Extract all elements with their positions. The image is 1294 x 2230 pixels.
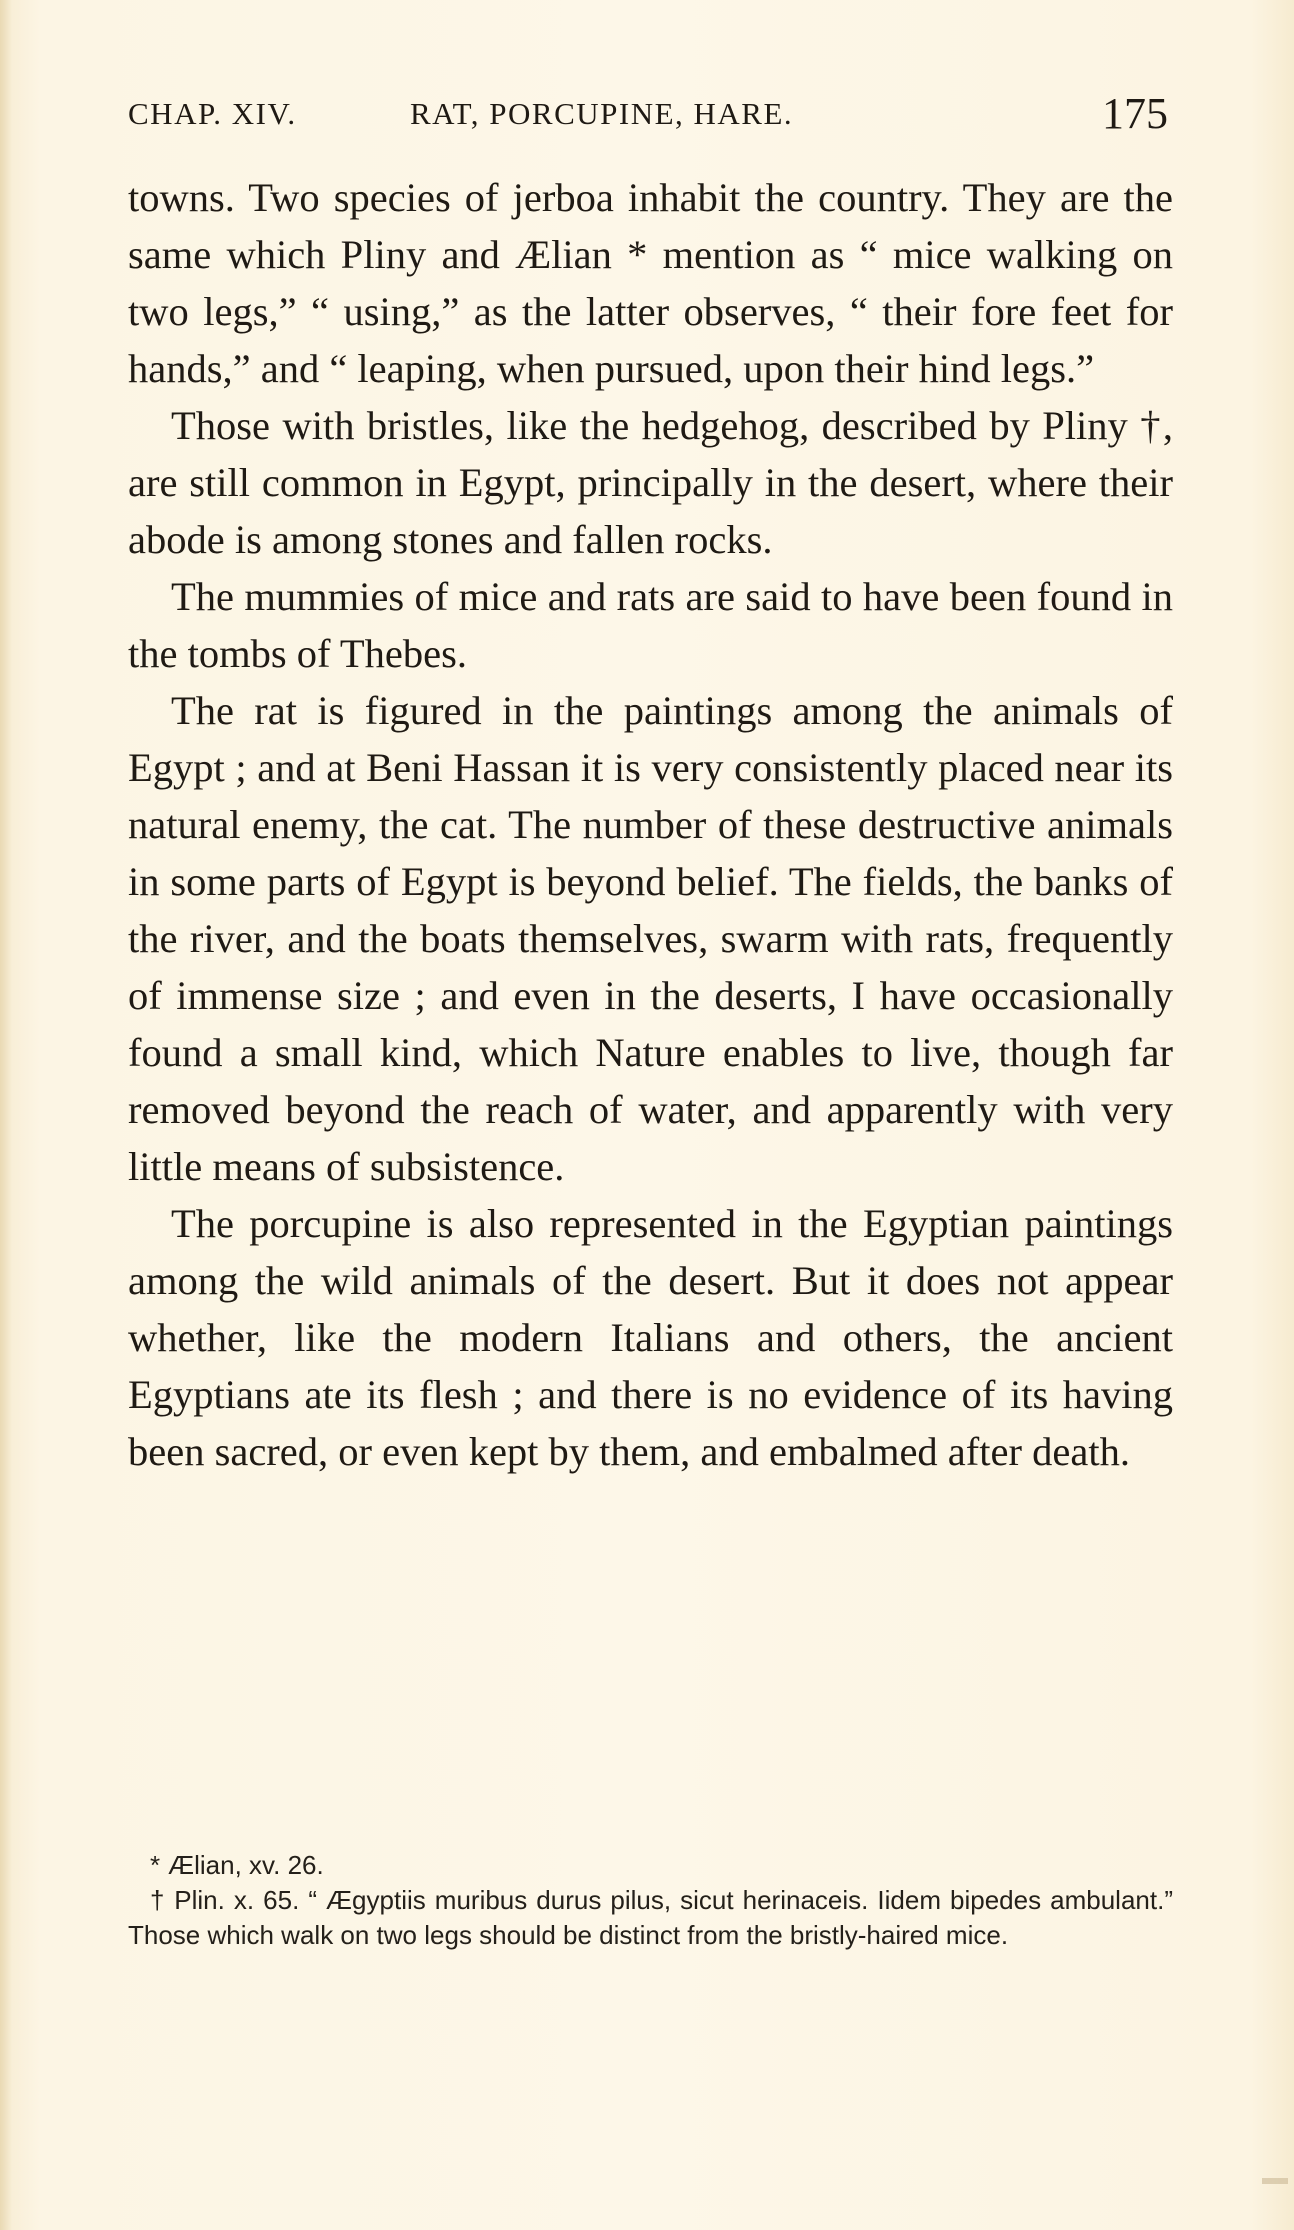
running-head [128, 86, 1168, 142]
page-number: 175 [1102, 89, 1168, 138]
footnote-text: Ælian, xv. 26. [168, 1850, 324, 1880]
footnote [128, 1848, 1173, 1883]
paragraph: The mummies of mice and rats are said to have been found in the tombs of Thebes. [128, 574, 1173, 676]
chapter-label: CHAP. XIV. [128, 96, 297, 131]
paragraph: Those with bristles, like the hedgehog, described by Pliny †, are still common in Egypt, principally in the desert, where their abode is among stones and fallen rocks. [128, 403, 1173, 562]
body-text [128, 169, 1173, 1480]
scan-mark [1262, 2178, 1288, 2184]
paragraph-continued: towns. Two species of jerboa inhabit the country. They are the same which Pliny and Ælian * mention as “ mice walking on two legs,” “ using,” as the latter observes, “ their fore feet for hands,” and “ leaping, when pursued, upon their hind legs.” [128, 175, 1173, 391]
paragraph: The rat is figured in the paintings among the animals of Egypt ; and at Beni Hassan it is very consistently placed near its natural enemy, the cat. The number of these destructive animals in some parts of Egypt is beyond belief. The fields, the banks of the river, and the boats themselves, swarm with rats, frequently of immense size ; and even in the deserts, I have occasionally found a small kind, which Nature enables to live, though far removed beyond the reach of water, and apparently with very little means of subsistence. [128, 688, 1173, 1189]
page-edge-shadow [0, 0, 12, 2230]
footnotes [128, 1848, 1173, 1953]
running-title: RAT, PORCUPINE, HARE. [410, 96, 794, 131]
footnote-text: Plin. x. 65. “ Ægyptiis muribus durus pilus, sicut herinaceis. Iidem bipedes ambulant.” Those which walk on two legs should be distinct from the bristly-haired mice. [128, 1885, 1173, 1950]
footnote-mark: * [150, 1850, 161, 1880]
footnote-mark: † [150, 1885, 167, 1915]
paragraph: The porcupine is also represented in the Egyptian paintings among the wild animals of the desert. But it does not appear whether, like the modern Italians and others, the ancient Egyptians ate its flesh ; and there is no evidence of its having been sacred, or even kept by them, and embalmed after death. [128, 1201, 1173, 1474]
footnote [128, 1883, 1173, 1953]
